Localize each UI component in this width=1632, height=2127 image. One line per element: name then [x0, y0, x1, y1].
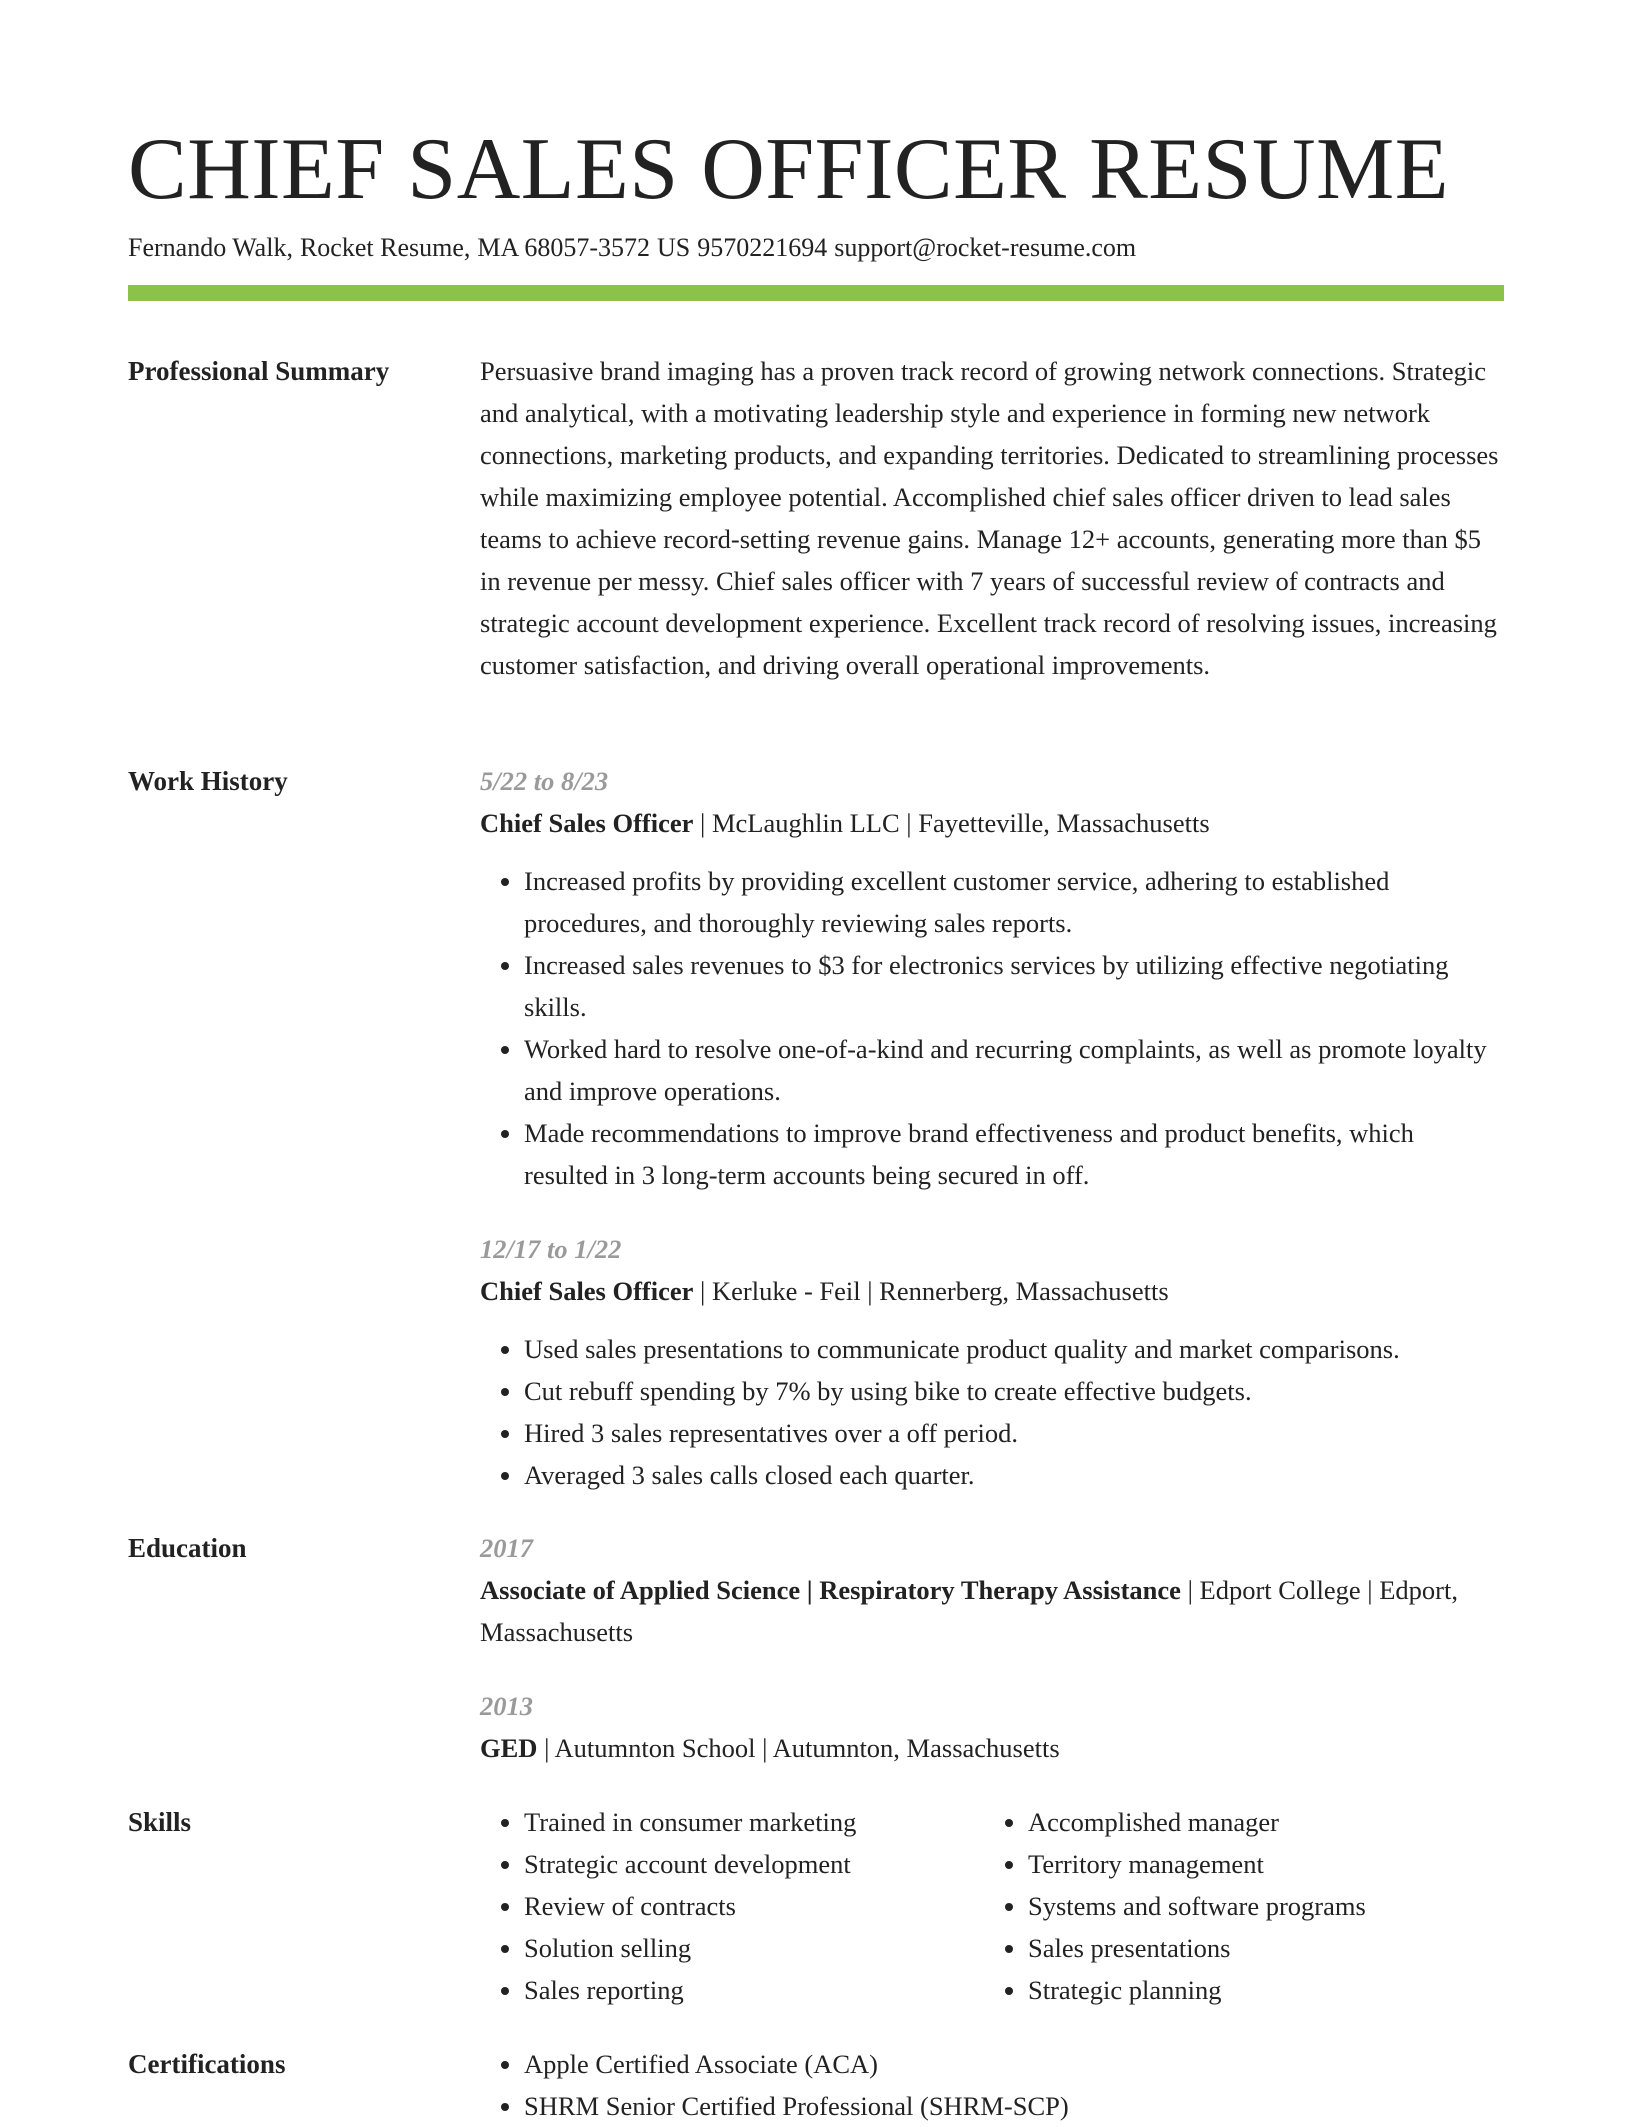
job-bullet: • Increased sales revenues to $3 for electronics services by utilizing effective negotiating skills. — [524, 944, 1504, 1028]
skill-item: • Accomplished manager — [1028, 1801, 1488, 1843]
contact-phone: 9570221694 — [697, 233, 828, 262]
education-details: | Autumnton School | Autumnton, Massachusetts — [537, 1733, 1060, 1763]
job-entry — [480, 1228, 1504, 1496]
job-dates: 5/22 to 8/23 — [480, 766, 609, 796]
contact-email[interactable]: support@rocket-resume.com — [834, 233, 1137, 262]
skill-item: • Sales presentations — [1028, 1927, 1488, 1969]
education-role — [480, 1727, 1504, 1769]
job-bullet: • Averaged 3 sales calls closed each quarter. — [524, 1454, 1504, 1496]
contact-state-zip: MA 68057-3572 — [477, 233, 650, 262]
job-details: | Kerluke - Feil | Rennerberg, Massachusetts — [693, 1276, 1169, 1306]
job-role — [480, 1270, 1504, 1312]
job-bullets — [480, 1328, 1504, 1496]
job-bullet: • Hired 3 sales representatives over a off period. — [524, 1412, 1504, 1454]
skills-list-left — [480, 1801, 984, 2011]
certifications-list — [480, 2043, 1504, 2127]
section-label-certifications: Certifications — [128, 2049, 286, 2079]
contact-line — [128, 230, 1143, 266]
resume-title: CHIEF SALES OFFICER RESUME — [128, 121, 1450, 218]
contact-country: US — [657, 233, 691, 262]
education-year: 2013 — [480, 1691, 533, 1721]
skill-item: • Sales reporting — [524, 1969, 984, 2011]
job-bullet: • Increased profits by providing excellent customer service, adhering to established procedures, and thoroughly reviewing sales reports. — [524, 860, 1504, 944]
job-title: Chief Sales Officer — [480, 1276, 694, 1306]
certification-item: • SHRM Senior Certified Professional (SHRM-SCP) — [524, 2085, 1504, 2127]
education-degree: GED — [480, 1733, 538, 1763]
job-bullets — [480, 860, 1504, 1196]
education-year: 2017 — [480, 1533, 533, 1563]
education-degree: Associate of Applied Science | Respiratory Therapy Assistance — [480, 1575, 1181, 1605]
skill-item: • Territory management — [1028, 1843, 1488, 1885]
skill-item: • Systems and software programs — [1028, 1885, 1488, 1927]
section-label-work-history: Work History — [128, 766, 288, 796]
job-title: Chief Sales Officer — [480, 808, 694, 838]
summary-text: Persuasive brand imaging has a proven track record of growing network connections. Strategic and analytical, with a motivating leadership style and experience in forming new network connections, marketing products, and expanding territories. Dedicated to streamlining processes while maximizing employee potential. Accomplished chief sales officer driven to lead sales teams to achieve record-setting revenue gains. Manage 12+ accounts, generating more than $5 in revenue per messy. Chief sales officer with 7 years of successful review of contracts and strategic account development experience. Excellent track record of resolving issues, increasing customer satisfaction, and driving overall operational improvements. — [480, 356, 1499, 680]
section-label-summary: Professional Summary — [128, 356, 390, 386]
section-label-skills: Skills — [128, 1807, 192, 1837]
skills-list-right — [984, 1801, 1488, 2011]
skill-item: • Trained in consumer marketing — [524, 1801, 984, 1843]
job-bullet: • Used sales presentations to communicate product quality and market comparisons. — [524, 1328, 1504, 1370]
education-entry — [480, 1685, 1504, 1769]
job-dates: 12/17 to 1/22 — [480, 1234, 622, 1264]
skill-item: • Strategic account development — [524, 1843, 984, 1885]
skill-item: • Strategic planning — [1028, 1969, 1488, 2011]
contact-city: Rocket Resume, — [299, 233, 471, 262]
job-details: | McLaughlin LLC | Fayetteville, Massachusetts — [693, 808, 1210, 838]
job-entry — [480, 760, 1504, 1196]
education-role — [480, 1569, 1504, 1653]
education-details: | Edport College | Edport, Massachusetts — [480, 1575, 1458, 1647]
job-bullet: • Worked hard to resolve one-of-a-kind and recurring complaints, as well as promote loyalty and improve operations. — [524, 1028, 1504, 1112]
job-role — [480, 802, 1504, 844]
job-bullet: • Cut rebuff spending by 7% by using bike to create effective budgets. — [524, 1370, 1504, 1412]
skill-item: • Solution selling — [524, 1927, 984, 1969]
job-bullet: • Made recommendations to improve brand effectiveness and product benefits, which resulted in 3 long-term accounts being secured in off. — [524, 1112, 1504, 1196]
contact-name: Fernando Walk, — [128, 233, 293, 262]
skill-item: • Review of contracts — [524, 1885, 984, 1927]
section-label-education: Education — [128, 1533, 247, 1563]
accent-divider — [128, 285, 1504, 301]
certification-item: • Apple Certified Associate (ACA) — [524, 2043, 1504, 2085]
education-entry — [480, 1527, 1504, 1653]
